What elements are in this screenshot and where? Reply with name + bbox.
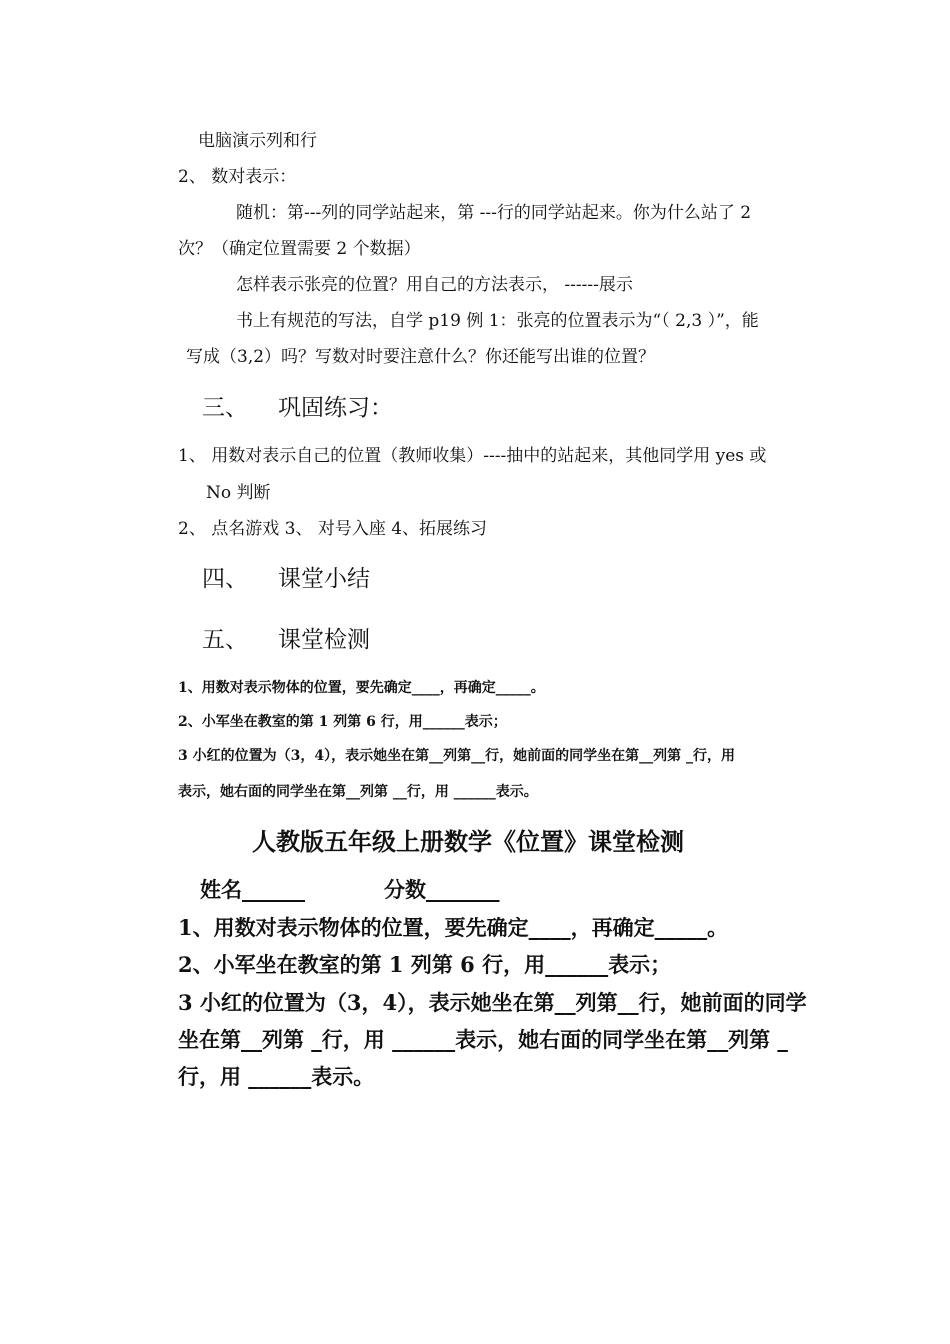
text-line: 书上有规范的写法，自学 p19 例 1：张亮的位置表示为“（ 2,3 ）”，能 xyxy=(236,311,759,331)
quiz-question: 3 小红的位置为（3，4），表示她坐在第__列第__行，她前面的同学坐在第__列第 _行，用 xyxy=(178,748,735,764)
section-number: 五、 xyxy=(202,627,248,653)
section-heading xyxy=(202,389,393,422)
text-line: No 判断 xyxy=(206,483,271,503)
section-heading xyxy=(202,560,370,593)
text-line: 1、 用数对表示自己的位置（教师收集）----抽中的站起来，其他同学用 yes 或 xyxy=(178,446,767,466)
text-line: 2、 点名游戏 3、 对号入座 4、拓展练习 xyxy=(178,519,488,539)
text-line: 写成（3,2）吗？写数对时要注意什么？你还能写出谁的位置？ xyxy=(186,347,656,367)
section-number: 三、 xyxy=(202,395,248,421)
quiz-question: 表示，她右面的同学坐在第__列第 __行，用 ______表示。 xyxy=(178,784,538,800)
text-line: 随机：第---列的同学站起来，第 ---行的同学站起来。你为什么站了 2 xyxy=(236,203,752,223)
text-line: 次？（确定位置需要 2 个数据） xyxy=(178,239,421,259)
section-number: 四、 xyxy=(202,566,248,592)
section-title: 课堂小结 xyxy=(278,566,370,592)
quiz-question: 2、小军坐在教室的第 1 列第 6 行，用______表示； xyxy=(178,714,507,730)
section-heading xyxy=(202,621,370,654)
test-question: 行，用 ______表示。 xyxy=(178,1064,375,1089)
score-field-label: 分数_______ xyxy=(384,877,500,902)
section-title: 巩固练习： xyxy=(278,395,393,421)
quiz-question: 1、用数对表示物体的位置，要先确定____，再确定_____。 xyxy=(178,680,545,696)
name-field-label: 姓名______ xyxy=(200,877,305,902)
test-question: 1、用数对表示物体的位置，要先确定____，再确定_____。 xyxy=(178,915,729,940)
test-question: 2、小军坐在教室的第 1 列第 6 行，用______表示； xyxy=(178,952,672,977)
test-title: 人教版五年级上册数学《位置》课堂检测 xyxy=(252,827,684,856)
text-line: 电脑演示列和行 xyxy=(198,131,317,151)
text-line: 2、 数对表示： xyxy=(178,167,297,187)
section-title: 课堂检测 xyxy=(278,627,370,653)
test-question: 3 小红的位置为（3，4），表示她坐在第__列第__行，她前面的同学 xyxy=(178,990,807,1015)
text-line: 怎样表示张亮的位置？用自己的方法表示， ------展示 xyxy=(236,275,633,295)
test-question: 坐在第__列第 _行，用 ______表示，她右面的同学坐在第__列第 _ xyxy=(178,1027,788,1052)
